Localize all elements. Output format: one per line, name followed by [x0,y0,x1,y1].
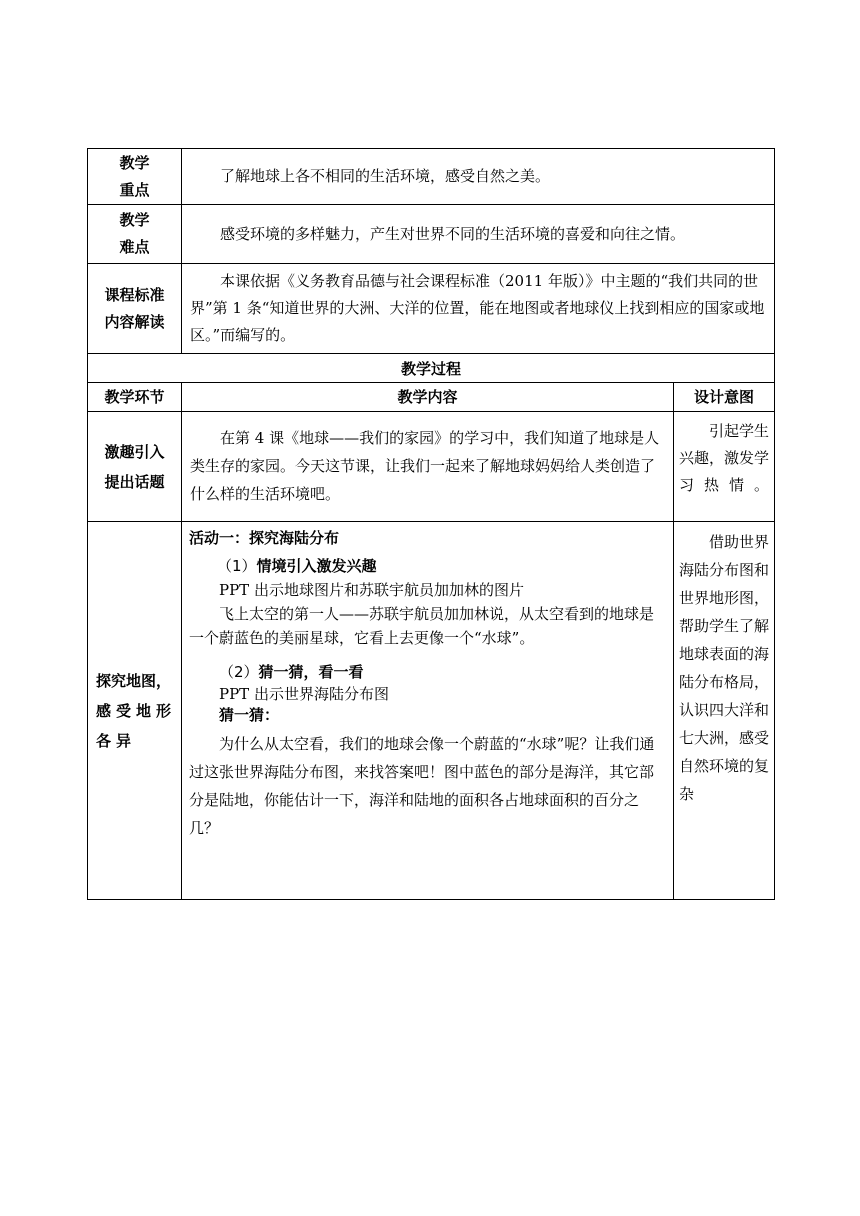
step1-line2: 飞上太空的第一人——苏联宇航员加加林说，从太空看到的地球是一个蔚蓝色的美丽星球，它看上去更像一个“水球”。 [189,605,655,647]
intent-intro: 引起学生兴趣，激发学习热情。 [674,412,775,522]
intent-explore: 借助世界海陆分布图和世界地形图，帮助学生了解地球表面的海陆分布格局，认识四大洋和七大洲，感受自然环境的复杂 [674,522,775,900]
stage-explore: 探究地图， 感受地形 各异 [88,522,182,900]
content-explore [182,522,674,900]
step2-line1: PPT 出示世界海陆分布图 [219,685,389,703]
section-title-teaching-process: 教学过程 [88,354,775,383]
content-difficulties: 感受环境的多样魅力，产生对世界不同的生活环境的喜爱和向往之情。 [182,205,775,264]
label-difficulties: 教学 难点 [88,205,182,264]
step2-heading: （2）猜一猜，看一看 [219,663,364,681]
step1-heading: （1）情境引入激发兴趣 [217,557,377,575]
lesson-plan-table [87,148,775,900]
stage-intro: 激趣引入 提出话题 [88,412,182,522]
row-explore-map [88,522,775,900]
guess-label: 猜一猜： [219,706,280,724]
label-curriculum-standard: 课程标准 内容解读 [88,264,182,354]
row-column-headers [88,383,775,412]
row-teaching-difficulties [88,205,775,264]
content-intro: 在第 4 课《地球——我们的家园》的学习中，我们知道了地球是人类生存的家园。今天这节课，让我们一起来了解地球妈妈给人类创造了什么样的生活环境吧。 [182,412,674,522]
header-content: 教学内容 [182,383,674,412]
header-intent: 设计意图 [674,383,775,412]
activity-title: 活动一：探究海陆分布 [189,529,340,547]
row-teaching-key-points [88,149,775,205]
content-curriculum-standard: 本课依据《义务教育品德与社会课程标准（2011 年版）》中主题的“我们共同的世界”第 1 条“知道世界的大洲、大洋的位置，能在地图或者地球仪上找到相应的国家或地区。”而编写的。 [182,264,775,354]
label-key-points: 教学 重点 [88,149,182,205]
row-process-title [88,354,775,383]
row-intro [88,412,775,522]
guess-text: 为什么从太空看，我们的地球会像一个蔚蓝的“水球”呢？让我们通过这张世界海陆分布图，来找答案吧！图中蓝色的部分是海洋，其它部分是陆地，你能估计一下，海洋和陆地的面积各占地球面积的百分之几？ [189,735,655,837]
content-key-points: 了解地球上各不相同的生活环境，感受自然之美。 [182,149,775,205]
row-curriculum-standard [88,264,775,354]
step1-line1: PPT 出示地球图片和苏联宇航员加加林的图片 [219,581,524,599]
header-stage: 教学环节 [88,383,182,412]
